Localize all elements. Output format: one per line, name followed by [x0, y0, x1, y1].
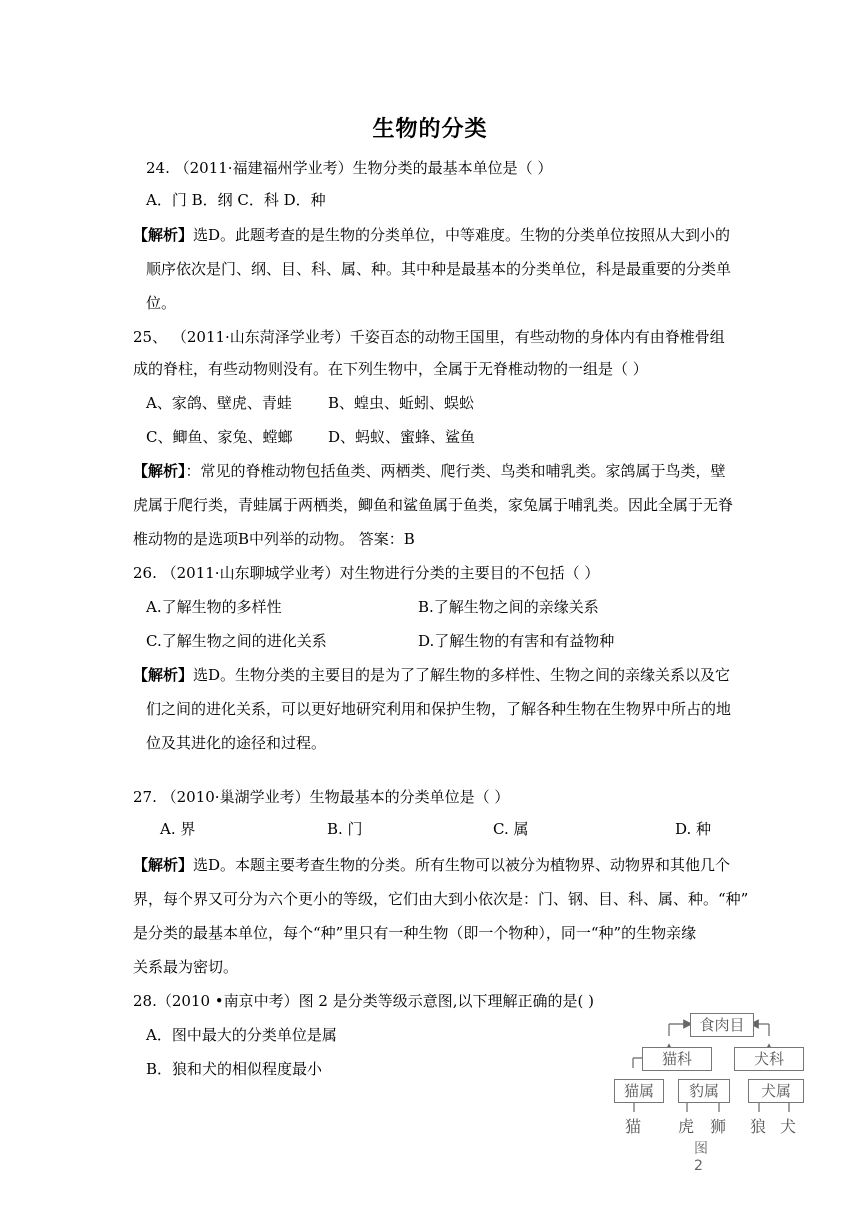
q27-analysis-line2: 界，每个界又可分为六个更小的等级，它们由大到小依次是：门、钢、目、科、属、种。“种”	[133, 890, 749, 908]
q26-stem: 26. （2011·山东聊城学业考）对生物进行分类的主要目的不包括（ ）	[133, 564, 600, 582]
q26-analysis-line2: 们之间的进化关系，可以更好地研究利用和保护生物，了解各种生物在生物界中所占的地	[146, 700, 732, 718]
q25-analysis-line1: 【解析】：常见的脊椎动物包括鱼类、两栖类、爬行类、鸟类和哺乳类。家鸽属于鸟类，壁	[133, 462, 726, 480]
q27-option-b: B. 门	[327, 820, 363, 838]
analysis-tag: 【解析】	[133, 226, 194, 244]
q26-analysis-line3: 位及其进化的途径和过程。	[146, 734, 327, 752]
figure-caption: 图 2	[694, 1141, 708, 1174]
q27-analysis-line4: 关系最为密切。	[133, 958, 239, 976]
q25-option-b: B、蝗虫、蚯蚓、蜈蚣	[328, 394, 475, 412]
page-title: 生物的分类	[372, 117, 488, 142]
q26-option-a: A.了解生物的多样性	[146, 598, 282, 616]
node-genus-panthera: 豹属	[678, 1079, 730, 1103]
species-cat: 猫	[625, 1117, 642, 1136]
node-genus-dog: 犬属	[748, 1079, 804, 1103]
q25-analysis-line2: 虎属于爬行类，青蛙属于两栖类，鲫鱼和鲨鱼属于鱼类，家兔属于哺乳类。因此全属于无脊	[133, 496, 734, 514]
q28-option-b: B．狼和犬的相似程度最小	[146, 1060, 323, 1078]
q28-option-a: A．图中最大的分类单位是属	[146, 1026, 337, 1044]
node-family-dog: 犬科	[734, 1047, 804, 1071]
q26-analysis-line1: 【解析】选D。生物分类的主要目的是为了了解生物的多样性、生物之间的亲缘关系以及它	[133, 666, 731, 684]
q24-analysis-line1: 【解析】选D。此题考查的是生物的分类单位，中等难度。生物的分类单位按照从大到小的	[133, 226, 731, 244]
q24-analysis-line2: 顺序依次是门、纲、目、科、属、种。其中种是最基本的分类单位，科是最重要的分类单	[146, 260, 732, 278]
q26-option-c: C.了解生物之间的进化关系	[146, 632, 327, 650]
node-genus-cat: 猫属	[614, 1079, 664, 1103]
q24-stem: 24. （2011·福建福州学业考）生物分类的最基本单位是（ ）	[146, 159, 553, 177]
species-wolf: 狼	[750, 1117, 767, 1136]
q26-option-d: D.了解生物的有害和有益物种	[418, 632, 615, 650]
q27-option-a: A. 界	[160, 820, 196, 838]
analysis-tag: 【解析】	[133, 856, 194, 874]
species-tiger: 虎	[678, 1117, 695, 1136]
q27-analysis-line3: 是分类的最基本单位，每个“种”里只有一种生物（即一个物种），同一“种”的生物亲缘	[133, 924, 697, 942]
q25-option-c: C、鲫鱼、家兔、螳螂	[146, 428, 293, 446]
analysis-tag: 【解析】	[133, 462, 186, 480]
q25-stem-line2: 成的脊柱，有些动物则没有。在下列生物中，全属于无脊椎动物的一组是（ ）	[133, 360, 648, 378]
q27-option-c: C. 属	[493, 820, 529, 838]
node-family-cat: 猫科	[642, 1047, 712, 1071]
q27-option-d: D. 种	[675, 820, 712, 838]
species-lion: 狮	[710, 1117, 727, 1136]
q27-analysis-line1: 【解析】选D。本题主要考查生物的分类。所有生物可以被分为植物界、动物界和其他几个	[133, 856, 731, 874]
species-dog: 犬	[780, 1117, 797, 1136]
q26-option-b: B.了解生物之间的亲缘关系	[418, 598, 599, 616]
q25-analysis-line3: 椎动物的是选项B中列举的动物。 答案：B	[133, 530, 415, 548]
q25-option-d: D、蚂蚁、蜜蜂、鲨鱼	[328, 428, 476, 446]
analysis-tag: 【解析】	[133, 666, 194, 684]
q24-analysis-line3: 位。	[146, 294, 177, 312]
q25-stem-line1: 25、 （2011·山东菏泽学业考）千姿百态的动物王国里，有些动物的身体内有由脊椎骨组	[133, 328, 725, 346]
node-order: 食肉目	[690, 1013, 754, 1037]
q28-stem: 28.（2010 •南京中考）图 2 是分类等级示意图,以下理解正确的是( )	[133, 992, 594, 1010]
q24-options: A．门 B．纲 C．科 D．种	[146, 191, 326, 209]
q27-stem: 27. （2010·巢湖学业考）生物最基本的分类单位是（ ）	[133, 788, 510, 806]
q25-option-a: A、家鸽、壁虎、青蛙	[146, 394, 292, 412]
